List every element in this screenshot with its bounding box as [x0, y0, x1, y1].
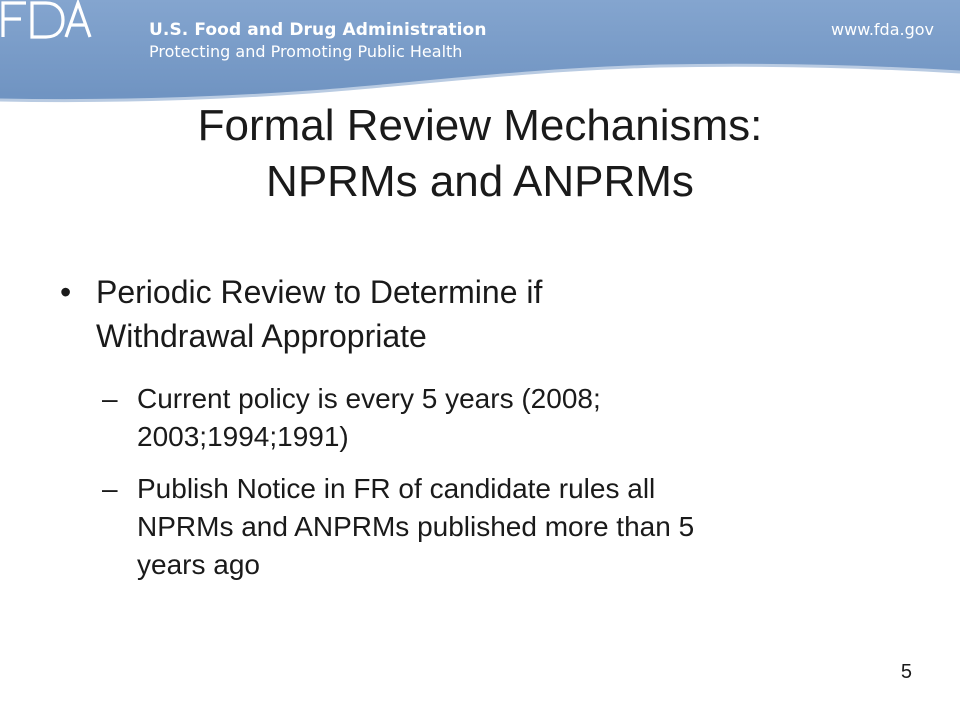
bullet-text-line-1: Periodic Review to Determine if — [96, 274, 543, 310]
bullet-marker: • — [60, 274, 72, 310]
bullet-text-line-2: Withdrawal Appropriate — [96, 318, 427, 354]
bullet-item — [60, 270, 920, 358]
sub-bullet-item — [60, 470, 920, 584]
header-banner — [0, 0, 960, 110]
sub-bullet-text-line-1: Publish Notice in FR of candidate rules all — [137, 473, 656, 504]
slide-title — [0, 98, 960, 210]
agency-name: U.S. Food and Drug Administration — [149, 20, 487, 40]
fda-logo-icon — [0, 0, 94, 40]
website-link[interactable]: www.fda.gov — [831, 20, 934, 39]
slide-body — [60, 270, 920, 598]
sub-bullet-text-line-3: years ago — [137, 549, 260, 580]
sub-bullet-text-line-2: NPRMs and ANPRMs published more than 5 — [137, 511, 695, 542]
agency-tagline: Protecting and Promoting Public Health — [149, 42, 463, 61]
sub-bullet-marker: – — [102, 473, 118, 504]
page-number: 5 — [900, 661, 912, 683]
sub-bullet-item — [60, 380, 920, 456]
sub-bullet-text-line-2: 2003;1994;1991) — [137, 421, 349, 452]
banner-background — [0, 0, 960, 110]
slide-title-line-2: NPRMs and ANPRMs — [266, 157, 694, 206]
sub-bullet-text-line-1: Current policy is every 5 years (2008; — [137, 383, 601, 414]
sub-bullet-marker: – — [102, 383, 118, 414]
slide-title-line-1: Formal Review Mechanisms: — [197, 101, 763, 150]
